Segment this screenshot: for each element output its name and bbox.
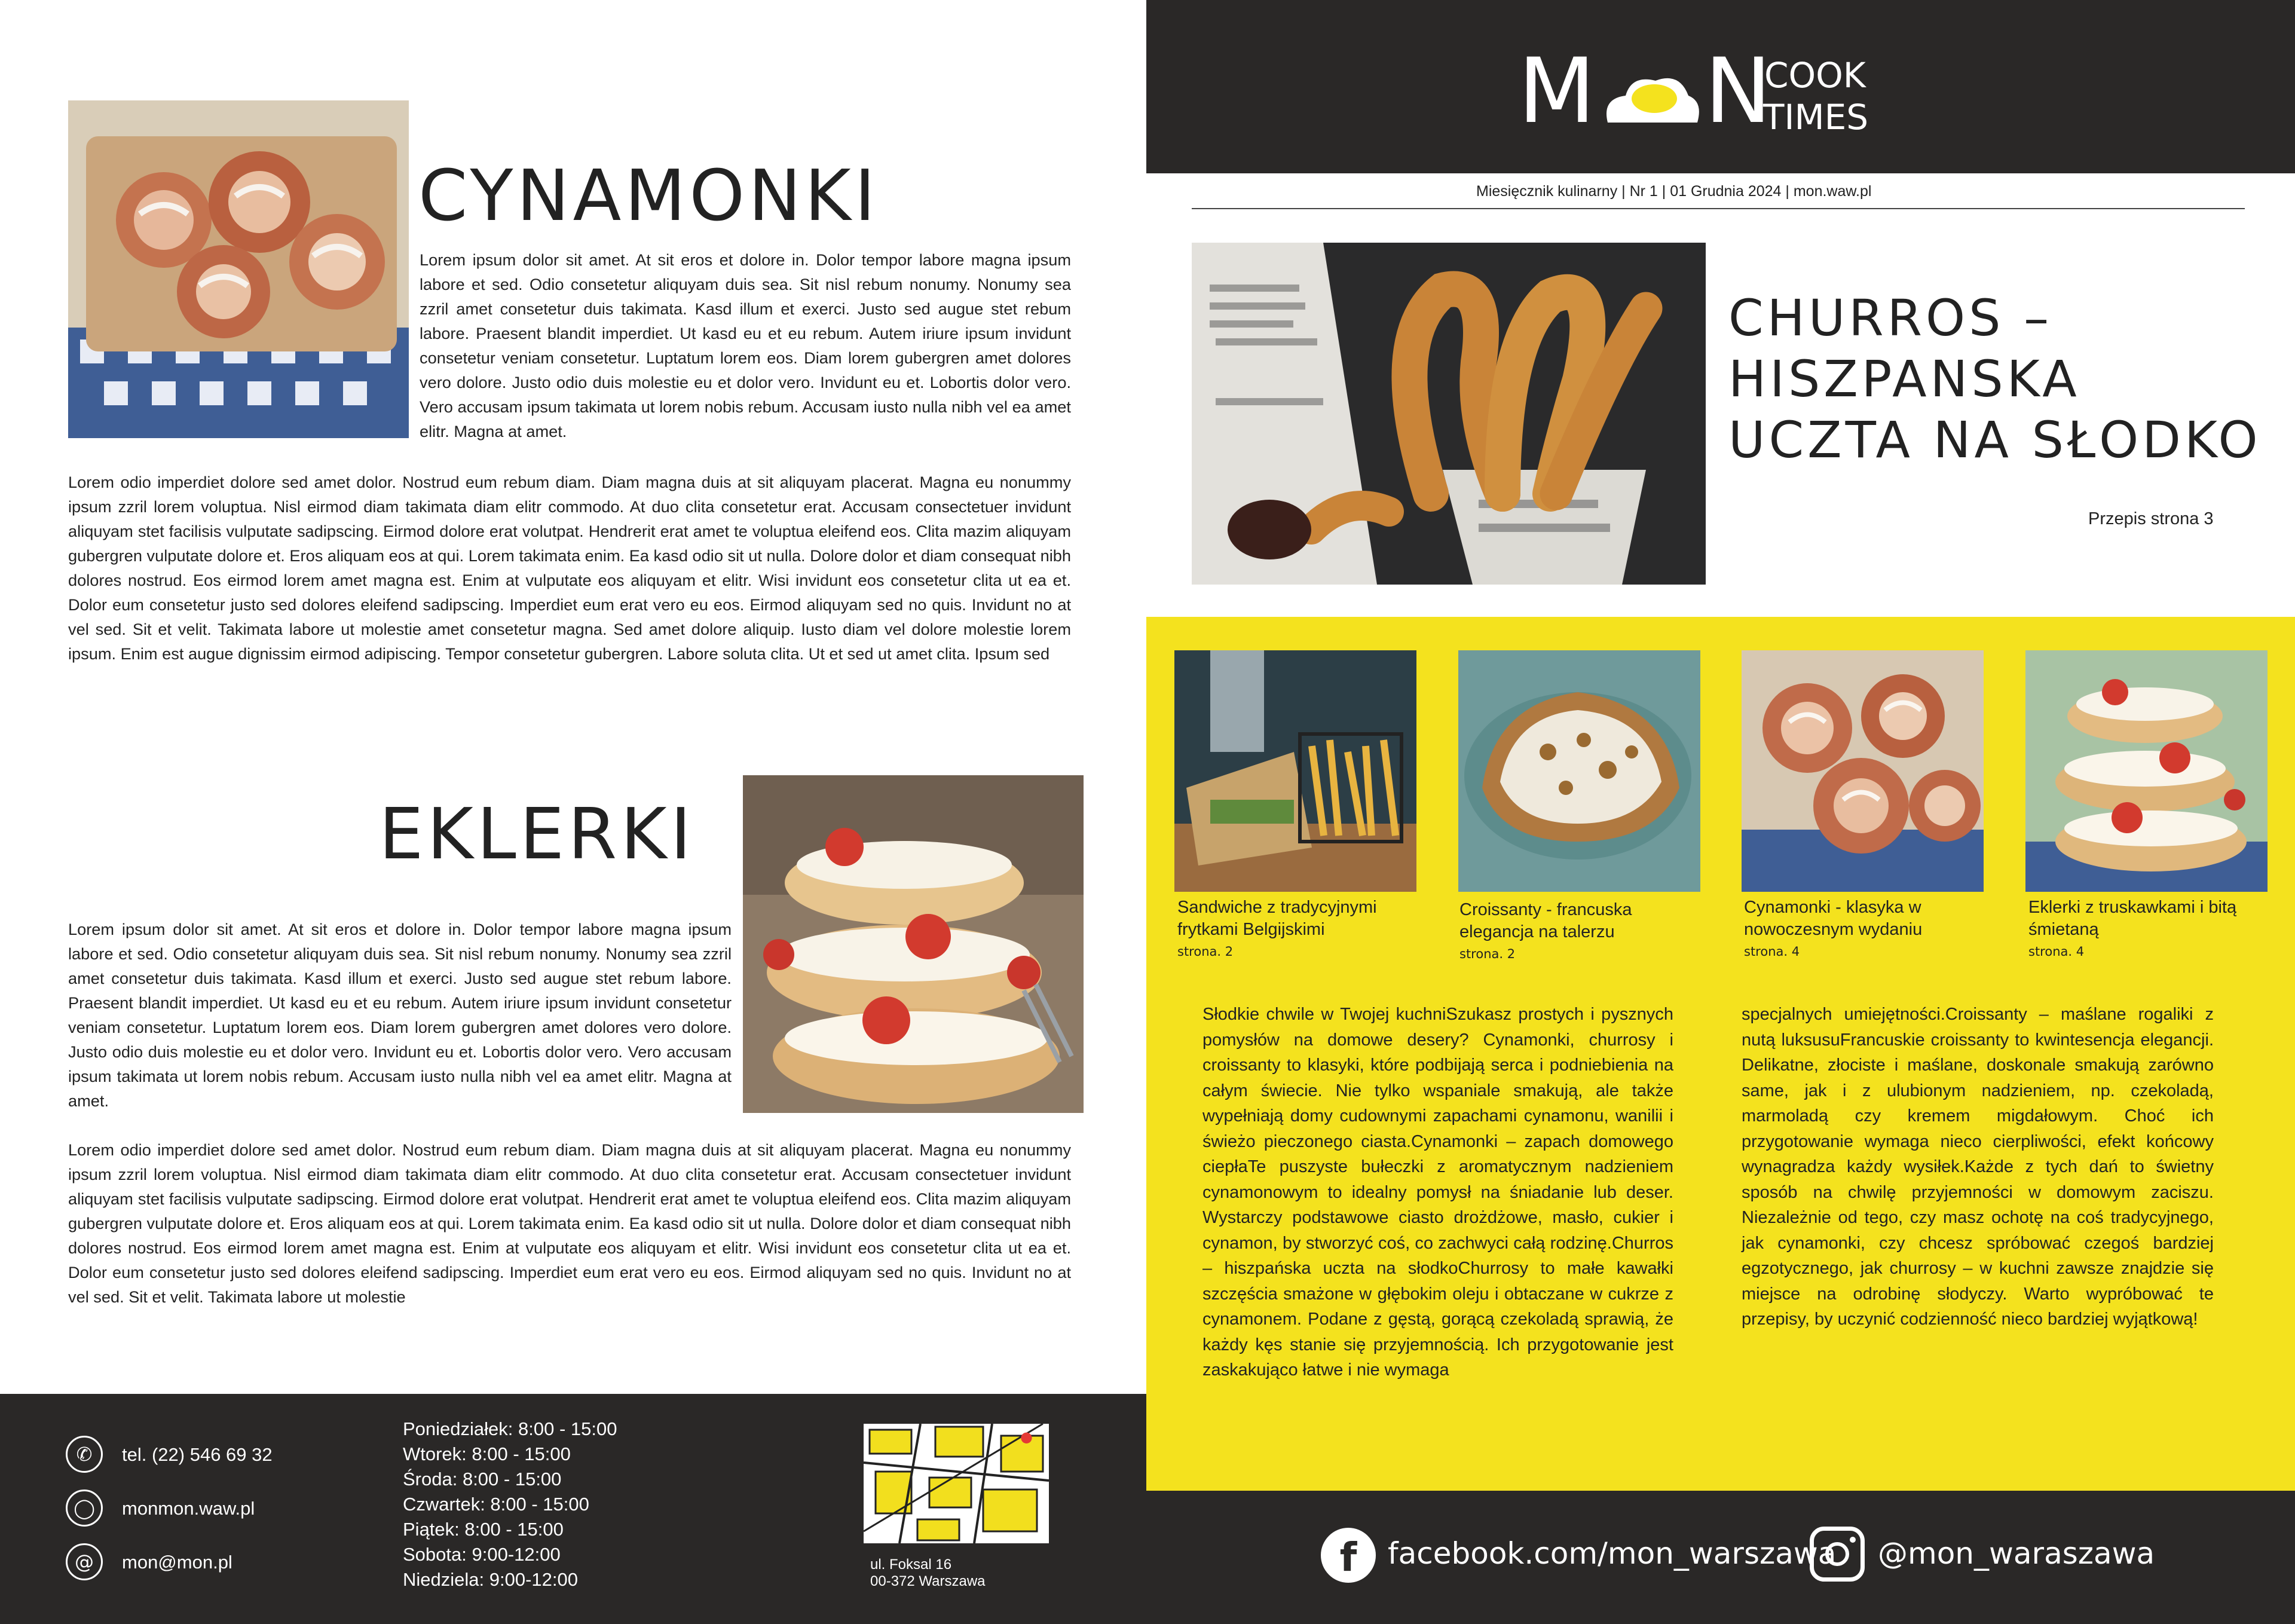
brand-cook: COOK [1764, 55, 1866, 96]
at-icon: @ [66, 1543, 103, 1580]
churros-title-line: UCZTA NA SŁODKO [1728, 411, 2262, 469]
thumb-caption-text: Cynamonki - klasyka w nowoczesnym wydaniu [1744, 898, 1923, 939]
cynamonki-text-wide: Lorem odio imperdiet dolore sed amet dolor. Nostrud eum rebum diam. Diam magna duis at sit aliquyam placerat. Magna eu nonummy ipsum zzril lorem voluptua. Nisl eirmod diam takimata diam elitr commodo. At duo clita consetetur erat. Accusam consectetuer invidunt aliquyam stet facilisis vulputate sadipscing. Eirmod dolore erat volutpat. Hendrerit erat amet te voluptua eleifend eos. Clita mazim aliquyam gubergren vulputate dolore et. Eros aliquam eos at qui. Lorem takimata enim. Ea kasd odio sit ut nulla. Dolore dolor et diam consequat nibh dolores nostrud. Eos eirmod lorem amet magna est. Enim at vulputate eos aliquyam et elitr. Wisi invidunt eos consetetur clita ut ea et. Dolor eum consetetur justo sed dolores eleifend sadipscing. Imperdiet eum erat vero eu eos. Eirmod aliquyam sed no quis. Invidunt no at vel sed. Sit et velit. Takimata labore ut molestie amet consetetur magna. Sed amet dolore aliquip. Iusto diam vel dolore molestie lorem ipsum. Enim est augue dignissim eirmod adipiscing. Tempor consetetur gubergren. Labore soluta clita. Ut et sed ut amet clita. Ipsum sed [68, 473, 1071, 663]
hours-line: Środa: 8:00 - 15:00 [403, 1469, 562, 1490]
eklerki-title: EKLERKI [379, 793, 695, 875]
thumb-page-ref: strona. 4 [1744, 944, 1800, 959]
globe-icon: ◯ [66, 1490, 103, 1527]
article-column-1: Słodkie chwile w Twojej kuchniSzukasz prostych i pysznych pomysłów na domowe desery? Cynamonki, churrosy i croissanty to klasyki, które podbijają serca i podniebienia na całym świecie. Nie tylko wspaniale smakują, ale także wypełniają domy cudownymi zapachami cynamonu, wanilii i świeżo pieczonego ciasta.Cynamonki – zapach domowego ciepłaTe puszyste bułeczki z aromatycznym nadzieniem cynamonowym to idealny pomysł na śniadanie lub deser. Wystarczy podstawowe ciasto drożdżowe, masło, cukier i cynamon, by stworzyć coś, co zachwyci całą rodzinę.Churros – hiszpańska uczta na słodkoChurrosy to małe kawałki szczęścia smażone w głębokim oleju i obtaczane w cukrze z cynamonem. Podane z gęstą, gorącą czekoladą sprawią, że każdy kęs stanie się przyjemnością. Ich przygotowanie jest zaskakująco łatwe i nie wymaga [1202, 1005, 1673, 1380]
thumb-page-ref: strona. 4 [2028, 944, 2085, 959]
thumb-caption-text: Sandwiche z tradycyjnymi frytkami Belgijskimi [1177, 898, 1377, 939]
thumb-cynamonki-photo[interactable] [1742, 650, 1984, 892]
masthead-divider [1192, 208, 2245, 209]
phone-icon: ✆ [66, 1436, 103, 1473]
cynamonki-title: CYNAMONKI [418, 154, 879, 237]
instagram-link[interactable]: @mon_waraszawa [1878, 1536, 2155, 1571]
egg-icon [1602, 66, 1703, 137]
brand-letter-n: N [1705, 39, 1772, 143]
churros-title [1728, 288, 2262, 470]
hours-line: Wtorek: 8:00 - 15:00 [403, 1443, 571, 1464]
instagram-icon [1810, 1527, 1865, 1582]
email-link[interactable]: mon@mon.pl [122, 1552, 232, 1573]
hours-line: Czwartek: 8:00 - 15:00 [403, 1494, 589, 1515]
brand-letter-m: M [1518, 39, 1596, 143]
brand-times: TIMES [1763, 97, 1869, 137]
thumb-caption-text: Eklerki z truskawkami i bitą śmietaną [2028, 898, 2237, 939]
thumb-caption-croissanty[interactable] [1459, 899, 1663, 961]
thumb-caption-eklerki[interactable] [2028, 897, 2244, 959]
thumb-page-ref: strona. 2 [1177, 944, 1234, 959]
thumb-page-ref: strona. 2 [1459, 947, 1516, 961]
thumb-sandwiche-photo[interactable] [1174, 650, 1416, 892]
thumb-caption-sandwiche[interactable] [1177, 897, 1428, 959]
issue-line: Miesięcznik kulinarny | Nr 1 | 01 Grudnia 2024 | mon.waw.pl [1476, 183, 1872, 200]
address-street: ul. Foksal 16 [870, 1556, 952, 1573]
facebook-link[interactable]: facebook.com/mon_warszawa [1388, 1536, 1837, 1571]
recipe-reference[interactable]: Przepis strona 3 [2088, 509, 2214, 528]
eklerki-text-narrow: Lorem ipsum dolor sit amet. At sit eros et dolore in. Dolor tempor labore magna ipsum labore et sed. Odio consetetur aliquyam duis sea. Sit nisl rebum nonumy. Nonumy sea zzril amet consetetur duis takimata. Kasd illum et exerci. Justo sed augue stet rebum labore. Praesent blandit imperdiet. Ut kasd eu et eu rebum. Autem iriure ipsum invidunt consetetur veniam consetetur. Luptatum lorem eos. Diam lorem gubergren amet dolores vero dolore. Justo odio duis molestie eu et dolor vero. Invidunt eu et. Lobortis dolor vero. Vero accusam ipsum takimata ut lorem nobis rebum. Accusam iusto nulla nibh vel ea amet elitr. Magna at amet. [68, 920, 732, 1110]
map-pin-icon: ● [1020, 1429, 1033, 1445]
churros-title-line: CHURROS – [1728, 289, 2053, 347]
brand-logo [1518, 39, 1889, 149]
hours-line: Poniedziałek: 8:00 - 15:00 [403, 1418, 617, 1439]
location-map[interactable] [864, 1424, 1049, 1543]
phone-number[interactable]: tel. (22) 546 69 32 [122, 1444, 273, 1465]
hours-line: Sobota: 9:00-12:00 [403, 1544, 561, 1565]
article-column-2: specjalnych umiejętności.Croissanty – maślane rogaliki z nutą luksusuFrancuskie croissanty to kwintesencja elegancji. Delikatne, złociste i maślane, doskonale smakują zarówno same, jak i z ulubionym nadzieniem, np. czekoladą, marmoladą czy kremem migdałowym. Choć ich przygotowanie wymaga nieco cierpliwości, efekt końcowy wynagradza każdy wysiłek.Każde z tych dań to świetny sposób na chwilę przyjemności w domowym zaciszu. Niezależnie od tego, czy masz ochotę na coś tradycyjnego, jak cynamonki, czy chcesz spróbować czegoś bardziej egzotycznego, jak churrosy – w kuchni zawsze znajdzie się miejsce na odrobinę słodyczy. Warto wypróbować te przepisy, by uczynić codzienność nieco bardziej wyjątkową! [1742, 1005, 2214, 1329]
right-footer [1146, 1491, 2295, 1624]
churros-title-line: HISZPANSKA [1728, 350, 2080, 408]
thumb-caption-text: Croissanty - francuska elegancja na talerzu [1459, 900, 1632, 941]
facebook-icon: f [1321, 1528, 1376, 1583]
thumb-caption-cynamonki[interactable] [1744, 897, 1959, 959]
opening-hours [403, 1417, 617, 1592]
churros-photo [1192, 243, 1706, 585]
hours-line: Niedziela: 9:00-12:00 [403, 1569, 578, 1590]
eklerki-photo [743, 775, 1084, 1113]
address [870, 1556, 986, 1590]
website-link[interactable]: monmon.waw.pl [122, 1498, 255, 1519]
thumb-eklerki-photo[interactable] [2025, 650, 2268, 892]
left-footer [0, 1394, 1146, 1624]
masthead [1146, 0, 2295, 173]
cynamonki-photo [68, 100, 409, 438]
eklerki-text-wide: Lorem odio imperdiet dolore sed amet dolor. Nostrud eum rebum diam. Diam magna duis at sit aliquyam placerat. Magna eu nonummy ipsum zzril lorem voluptua. Nisl eirmod diam takimata diam elitr commodo. At duo clita consetetur erat. Accusam consectetuer invidunt aliquyam stet facilisis vulputate sadipscing. Eirmod dolore erat volutpat. Hendrerit erat amet te voluptua eleifend eos. Clita mazim aliquyam gubergren vulputate dolore et. Eros aliquam eos at qui. Lorem takimata enim. Ea kasd odio sit ut nulla. Dolore dolor et diam consequat nibh dolores nostrud. Eos eirmod lorem amet magna est. Enim at vulputate eos aliquyam et elitr. Wisi invidunt eos consetetur clita ut ea et. Dolor eum consetetur justo sed dolores eleifend sadipscing. Imperdiet eum erat vero eu eos. Eirmod aliquyam sed no quis. Invidunt no at vel sed. Sit et velit. Takimata labore ut molestie [68, 1140, 1071, 1306]
thumb-croissanty-photo[interactable] [1458, 650, 1700, 892]
cynamonki-text-narrow: Lorem ipsum dolor sit amet. At sit eros et dolore in. Dolor tempor labore magna ipsum labore et sed. Odio consetetur aliquyam duis sea. Sit nisl rebum nonumy. Nonumy sea zzril amet consetetur duis takimata. Kasd illum et exerci. Justo sed augue stet rebum labore. Praesent blandit imperdiet. Ut kasd eu et eu rebum. Autem iriure ipsum invidunt consetetur veniam consetetur. Luptatum lorem eos. Diam lorem gubergren amet dolores vero dolore. Justo odio duis molestie eu et dolor vero. Invidunt eu et. Lobortis dolor vero. Vero accusam ipsum takimata ut lorem nobis rebum. Accusam iusto nulla nibh vel ea amet elitr. Magna at amet. [420, 250, 1071, 441]
hours-line: Piątek: 8:00 - 15:00 [403, 1519, 564, 1540]
address-city: 00-372 Warszawa [870, 1573, 986, 1589]
